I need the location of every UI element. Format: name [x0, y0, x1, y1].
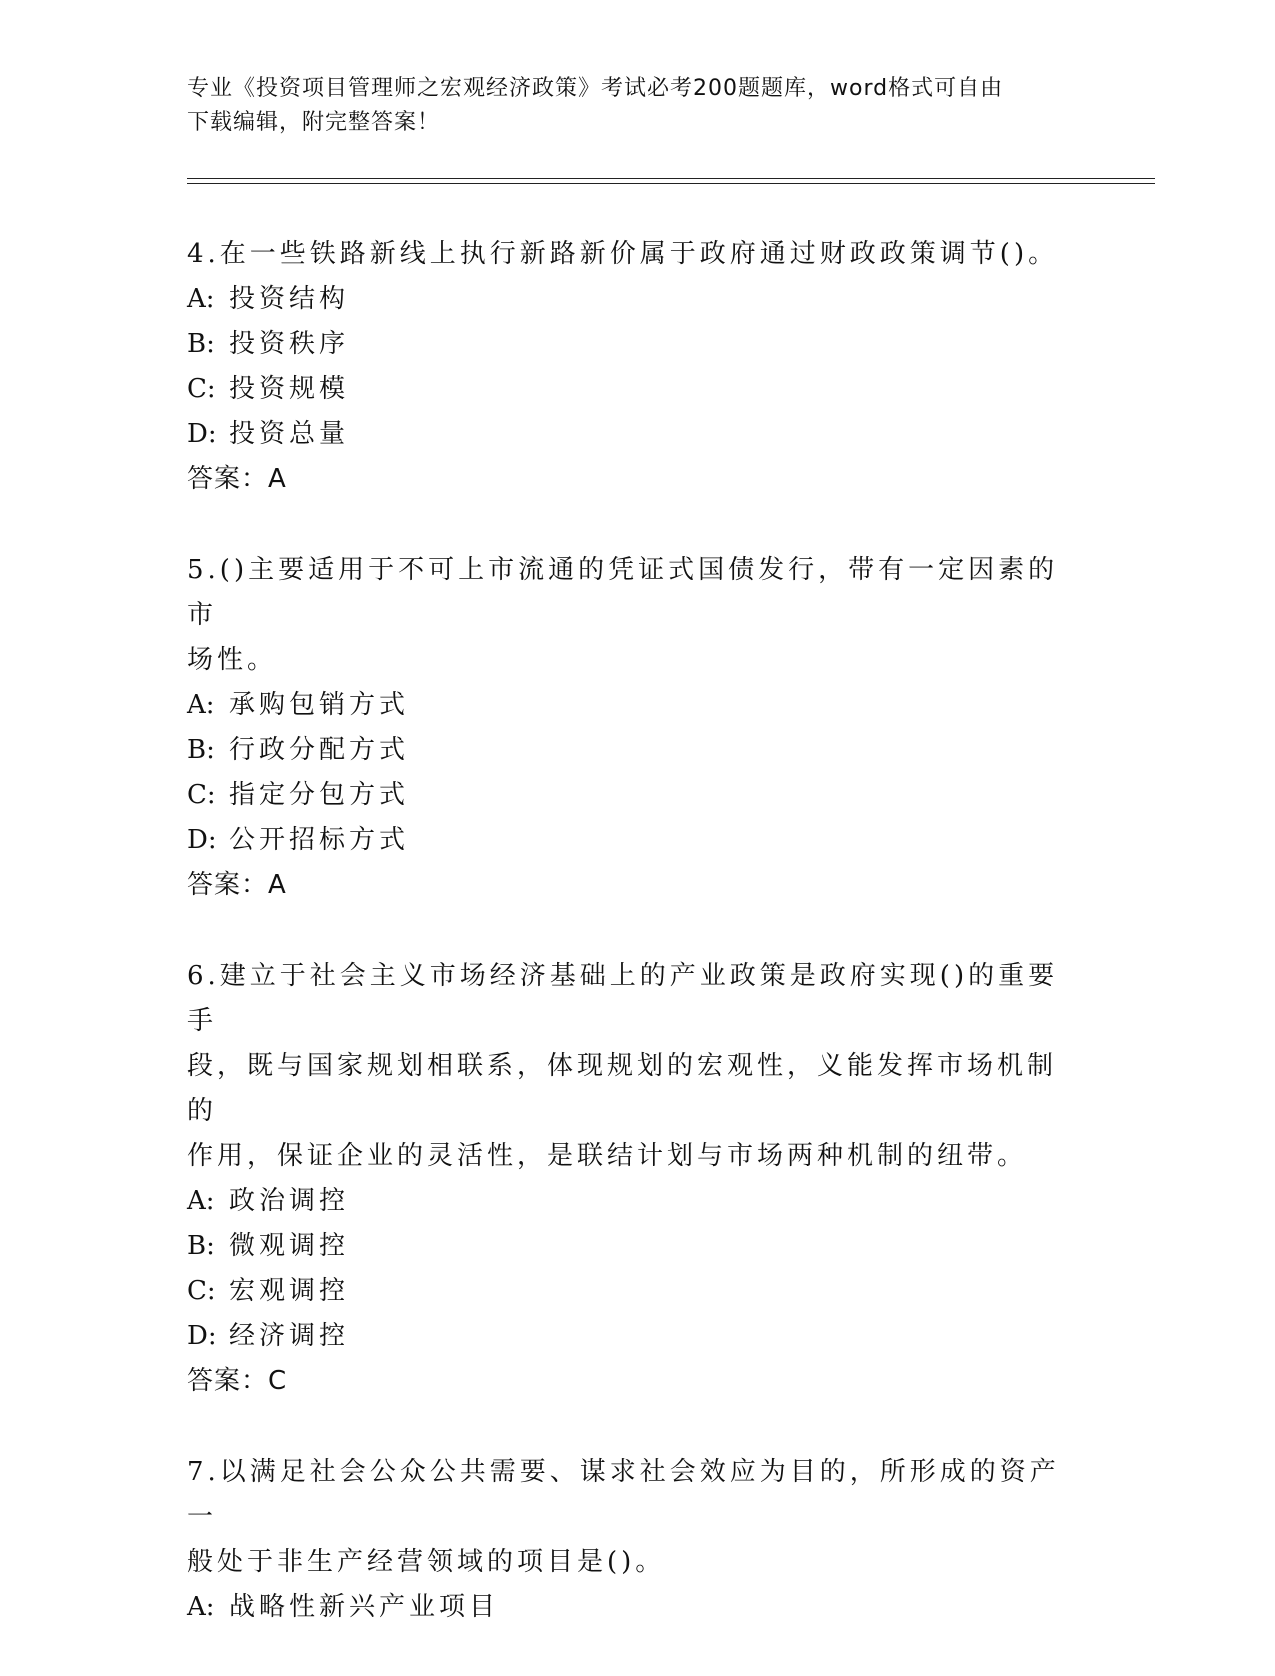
option-text: 微观调控	[229, 1231, 350, 1261]
option-a	[187, 1179, 1067, 1224]
answer-label: 答案：A	[187, 870, 287, 900]
option-letter: B:	[187, 1231, 215, 1261]
question-list	[187, 232, 1067, 1676]
option-a	[187, 683, 1067, 728]
header-line-1: 专业《投资项目管理师之宏观经济政策》考试必考200题题库，word格式可自由	[187, 76, 1004, 101]
document-header	[187, 72, 1067, 140]
option-c	[187, 1269, 1067, 1314]
option-d	[187, 818, 1067, 863]
option-text: 承购包销方式	[229, 690, 410, 720]
option-a	[187, 1585, 1067, 1630]
stem-line: 5.()主要适用于不可上市流通的凭证式国债发行，带有一定因素的市	[187, 555, 1059, 630]
option-text: 指定分包方式	[229, 780, 410, 810]
option-b	[187, 1224, 1067, 1269]
question-6	[187, 954, 1067, 1404]
stem-line: 段，既与国家规划相联系，体现规划的宏观性，义能发挥市场机制的	[187, 1051, 1058, 1126]
option-letter: D:	[187, 419, 217, 449]
option-letter: B:	[187, 329, 215, 359]
stem-line: 4.在一些铁路新线上执行新路新价属于政府通过财政政策调节()。	[187, 239, 1059, 269]
option-text: 经济调控	[229, 1321, 350, 1351]
option-letter: A:	[187, 1592, 215, 1622]
question-stem	[187, 232, 1067, 277]
option-text: 投资规模	[229, 374, 350, 404]
question-stem	[187, 1450, 1067, 1585]
stem-line: 般处于非生产经营领域的项目是()。	[187, 1547, 666, 1577]
question-5	[187, 548, 1067, 908]
answer-label: 答案：C	[187, 1366, 288, 1396]
option-letter: B:	[187, 735, 215, 765]
option-a	[187, 277, 1067, 322]
option-text: 公开招标方式	[229, 825, 410, 855]
header-line-2: 下载编辑，附完整答案！	[187, 110, 441, 135]
option-text: 投资总量	[229, 419, 350, 449]
option-letter: D:	[187, 1321, 217, 1351]
stem-line: 7.以满足社会公众公共需要、谋求社会效应为目的，所形成的资产一	[187, 1457, 1060, 1532]
option-letter: A:	[187, 1186, 215, 1216]
option-letter: C:	[187, 1276, 216, 1306]
header-divider-bottom	[187, 183, 1155, 184]
option-b	[187, 322, 1067, 367]
option-c	[187, 773, 1067, 818]
option-text: 宏观调控	[229, 1276, 350, 1306]
stem-line: 场性。	[187, 645, 278, 675]
option-text: 投资秩序	[229, 329, 350, 359]
option-letter: D:	[187, 825, 217, 855]
option-d	[187, 1314, 1067, 1359]
option-b	[187, 728, 1067, 773]
question-4	[187, 232, 1067, 502]
option-letter: A:	[187, 284, 215, 314]
question-stem	[187, 954, 1067, 1179]
option-letter: A:	[187, 690, 215, 720]
stem-line: 作用，保证企业的灵活性，是联结计划与市场两种机制的纽带。	[187, 1141, 1028, 1171]
option-text: 战略性新兴产业项目	[229, 1592, 500, 1622]
stem-line: 6.建立于社会主义市场经济基础上的产业政策是政府实现()的重要手	[187, 961, 1059, 1036]
header-divider-top	[187, 178, 1155, 179]
question-stem	[187, 548, 1067, 683]
option-c	[187, 367, 1067, 412]
option-letter: C:	[187, 780, 216, 810]
answer-label: 答案：A	[187, 464, 287, 494]
question-7	[187, 1450, 1067, 1630]
option-text: 投资结构	[229, 284, 350, 314]
option-text: 政治调控	[229, 1186, 350, 1216]
option-letter: C:	[187, 374, 216, 404]
option-d	[187, 412, 1067, 457]
option-text: 行政分配方式	[229, 735, 410, 765]
